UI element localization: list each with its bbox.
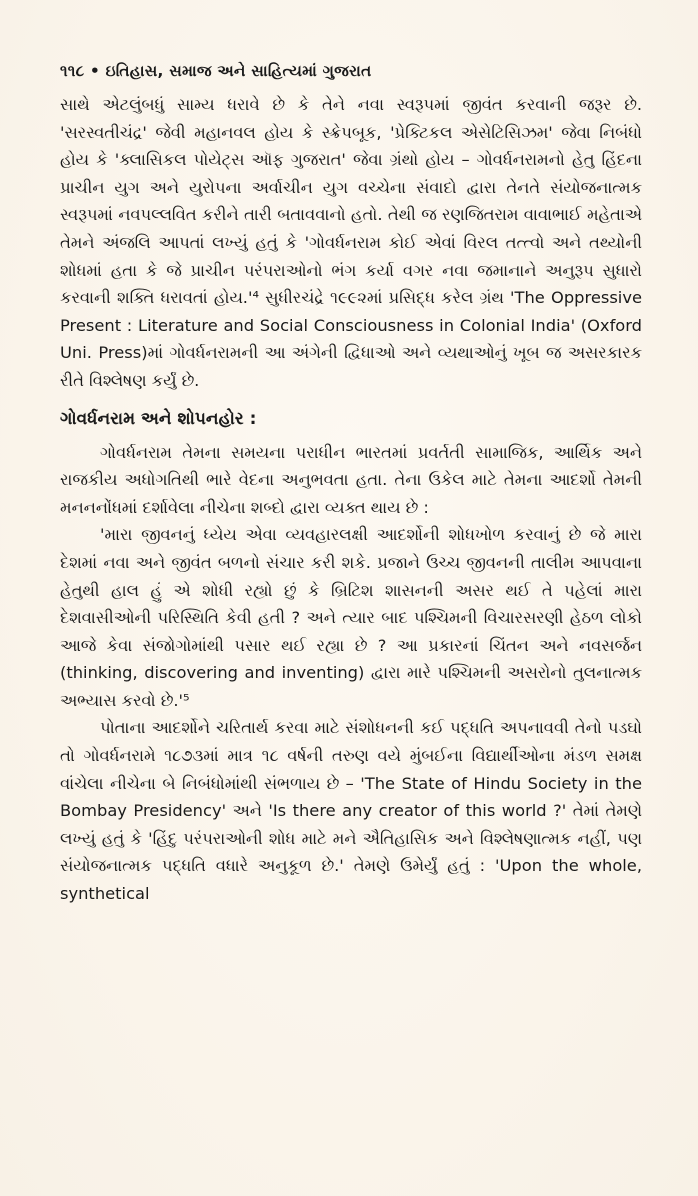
paragraph-3-quote: 'મારા જીવનનું ધ્યેય એવા વ્યવહારલક્ષી આદર્શોની શોધખોળ કરવાનું છે જે મારા દેશમાં નવા અને જીવંત બળનો સંચાર કરી શકે. પ્રજાને ઉચ્ચ જીવનની તાલીમ આપવાના હેતુથી હાલ હું એ શોધી રહ્યો છું કે બ્રિટિશ શાસનની અસર થઈ તે પહેલાં મારા દેશવાસીઓની પરિસ્થિતિ કેવી હતી ? અને ત્યાર બાદ પશ્ચિમની વિચારસરણી હેઠળ લોકો આજે કેવા સંજોગોમાંથી પસાર થઈ રહ્યા છે ? આ પ્રકારનાં ચિંતન અને નવસર્જન (thinking, discovering and inventing) દ્વારા મારે પશ્ચિમની અસરોનો તુલનાત્મક અભ્યાસ કરવો છે.'⁵: [60, 525, 642, 710]
paragraph-1: સાથે એટલુંબધું સામ્ય ધરાવે છે કે તેને નવા સ્વરૂપમાં જીવંત કરવાની જરૂર છે. 'સરસ્વતીચંદ્ર' જેવી મહાનવલ હોય કે સ્ક્રેપબૂક, 'પ્રેક્ટિકલ એસેટિસિઝમ' જેવા નિબંધો હોય કે 'ક્લાસિકલ પોયેટ્સ ઑફ ગુજરાત' જેવા ગ્રંથો હોય – ગોવર્ધનરામનો હેતુ હિંદના પ્રાચીન યુગ અને યુરોપના અર્વાચીન યુગ વચ્ચેના સંવાદો દ્વારા તેનતે સંયોજનાત્મક સ્વરૂપમાં નવપલ્લવિત કરીને તારી બતાવવાનો હતો. તેથી જ રણજિતરામ વાવાભાઈ મહેતાએ તેમને અંજલિ આપતાં લખ્યું હતું કે 'ગોવર્ધનરામ કોઈ એવાં વિરલ તત્ત્વો અને તથ્યોની શોધમાં હતા કે જે પ્રાચીન પરંપરાઓનો ભંગ કર્યા વગર નવા જમાનાને અનુરૂપ સુધારો કરવાની શક્તિ ધરાવતાં હોય.'⁴ સુધીરચંદ્રે ૧૯૯૨માં પ્રસિદ્ધ કરેલ ગ્રંથ 'The Oppressive Present : Literature and Social Consciousness in Colonial India' (Oxford Uni. Press)માં ગોવર્ધનરામની આ અંગેની દ્વિધાઓ અને વ્યથાઓનું ખૂબ જ અસરકારક રીતે વિશ્લેષણ કર્યું છે.: [60, 95, 642, 390]
paragraph-2: ગોવર્ધનરામ તેમના સમયના પરાધીન ભારતમાં પ્રવર્તતી સામાજિક, આર્થિક અને રાજકીય અધોગતિથી ભારે વેદના અનુભવતા હતા. તેના ઉકેલ માટે તેમના આદર્શો તેમની મનનનોંધમાં દર્શાવેલા નીચેના શબ્દો દ્વારા વ્યક્ત થાય છે :: [60, 442, 642, 517]
section-heading: ગોવર્ધનરામ અને શોપનહોર :: [60, 408, 257, 429]
paragraph-4: પોતાના આદર્શોને ચરિતાર્થ કરવા માટે સંશોધનની કઈ પદ્ધતિ અપનાવવી તેનો પડઘો તો ગોવર્ધનરામે ૧૮૭૩માં માત્ર ૧૮ વર્ષની તરુણ વયે મુંબઈના વિદ્યાર્થીઓના મંડળ સમક્ષ વાંચેલા નીચેના બે નિબંધોમાંથી સંભળાય છે – 'The State of Hindu Society in the Bombay Presidency' અને 'Is there any creator of this world ?' તેમાં તેમણે લખ્યું હતું કે 'હિંદુ પરંપરાઓની શોધ માટે મને ઐતિહાસિક અને વિશ્લેષણાત્મક નહીં, પણ સંયોજનાત્મક પદ્ધતિ વધારે અનુકૂળ છે.' તેમણે ઉમેર્યું હતું : 'Upon the whole, synthetical: [60, 718, 642, 904]
running-head: ૧૧૮ • ઇતિહાસ, સમાજ અને સાહિત્યમાં ગુજરાત: [60, 62, 372, 80]
